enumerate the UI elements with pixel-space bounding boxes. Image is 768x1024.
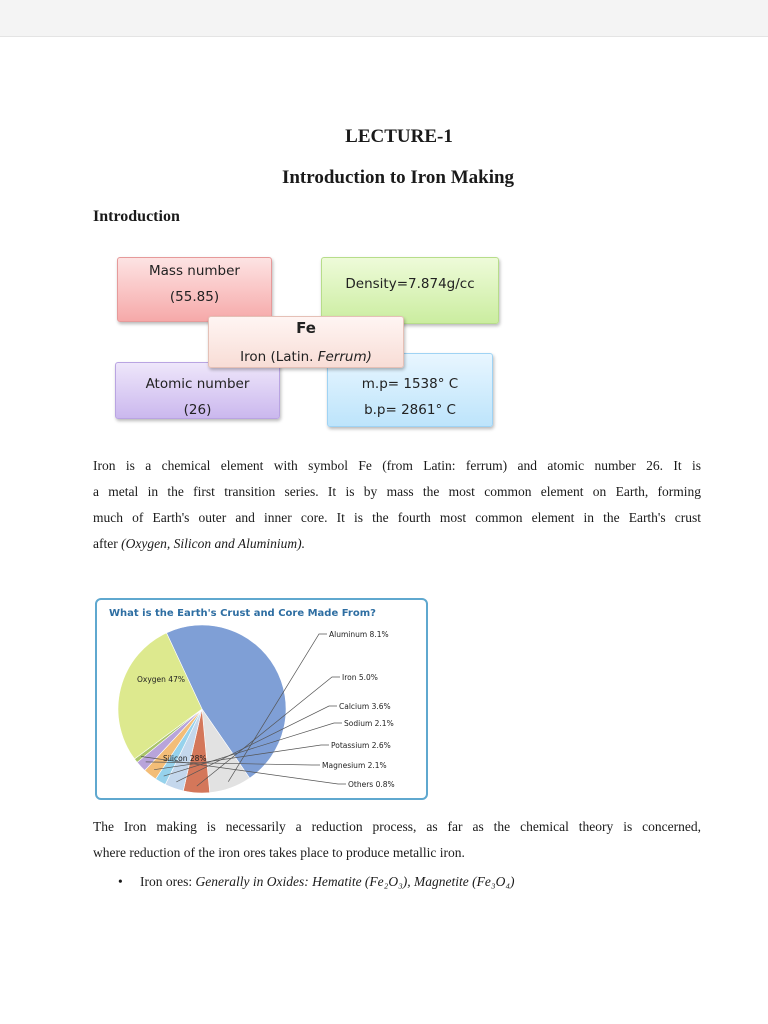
page-title: Introduction to Iron Making bbox=[281, 167, 515, 188]
paragraph-line: a metal in the first transition series. It is by mass the most common element on Earth, forming bbox=[93, 484, 701, 499]
melting-point: m.p= 1538° C bbox=[361, 376, 459, 392]
bullet-body: Generally in Oxides: Hematite (Fe₂O₃), Magnetite (Fe₃O₄) bbox=[195, 874, 515, 889]
pie-label-oxygen: Oxygen 47% bbox=[137, 675, 185, 684]
bullet-lead: Iron ores: bbox=[140, 874, 196, 889]
paragraph-line: The Iron making is necessarily a reduction process, as far as the chemical theory is concerned, bbox=[93, 819, 701, 834]
element-box bbox=[208, 316, 404, 368]
reduction-paragraph bbox=[93, 814, 701, 866]
boiling-point: b.p= 2861° C bbox=[364, 402, 456, 418]
pie-label-aluminum: Aluminum 8.1% bbox=[329, 630, 389, 639]
element-name bbox=[209, 349, 403, 365]
paragraph-line: Iron is a chemical element with symbol Fe (from Latin: ferrum) and atomic number 26. It is bbox=[93, 458, 701, 473]
element-name-prefix: Iron (Latin. bbox=[240, 349, 318, 365]
pie-label-magnesium: Magnesium 2.1% bbox=[322, 761, 387, 770]
element-symbol: Fe bbox=[296, 319, 316, 337]
atomic-number-label: Atomic number bbox=[145, 376, 250, 392]
pie-label-calcium: Calcium 3.6% bbox=[339, 702, 391, 711]
paragraph-line bbox=[93, 531, 701, 557]
pie-label-sodium: Sodium 2.1% bbox=[344, 719, 394, 728]
mass-number-label: Mass number bbox=[149, 263, 240, 279]
atomic-number-value: (26) bbox=[183, 402, 212, 418]
paragraph-line-prefix: after bbox=[93, 536, 122, 551]
element-name-latin: Ferrum) bbox=[317, 349, 372, 365]
section-heading: Introduction bbox=[93, 208, 180, 225]
atomic-number-box bbox=[115, 362, 280, 419]
pie-label-potassium: Potassium 2.6% bbox=[331, 741, 391, 750]
intro-paragraph bbox=[93, 453, 701, 557]
mass-number-box bbox=[117, 257, 272, 322]
pie-chart-canvas bbox=[97, 600, 426, 798]
lecture-number: LECTURE-1 bbox=[345, 126, 453, 147]
pie-label-others: Others 0.8% bbox=[348, 780, 395, 789]
paragraph-line-italic: (Oxygen, Silicon and Aluminium). bbox=[121, 536, 305, 551]
paragraph-line: much of Earth's outer and inner core. It is the fourth most common element in the Earth's crust bbox=[93, 510, 701, 525]
viewer-top-bar bbox=[0, 0, 768, 37]
chart-title: What is the Earth's Crust and Core Made From? bbox=[109, 608, 376, 619]
mass-number-value: (55.85) bbox=[169, 289, 220, 305]
iron-ores-bullet bbox=[118, 874, 515, 890]
paragraph-line: where reduction of the iron ores takes place to produce metallic iron. bbox=[93, 845, 465, 860]
density-box bbox=[321, 257, 499, 324]
earth-composition-pie-chart bbox=[95, 598, 428, 800]
density-text: Density=7.874g/cc bbox=[345, 276, 475, 292]
pie-label-silicon: Silicon 28% bbox=[163, 754, 207, 763]
pie-label-iron: Iron 5.0% bbox=[342, 673, 378, 682]
bullet-marker: • bbox=[118, 874, 123, 889]
